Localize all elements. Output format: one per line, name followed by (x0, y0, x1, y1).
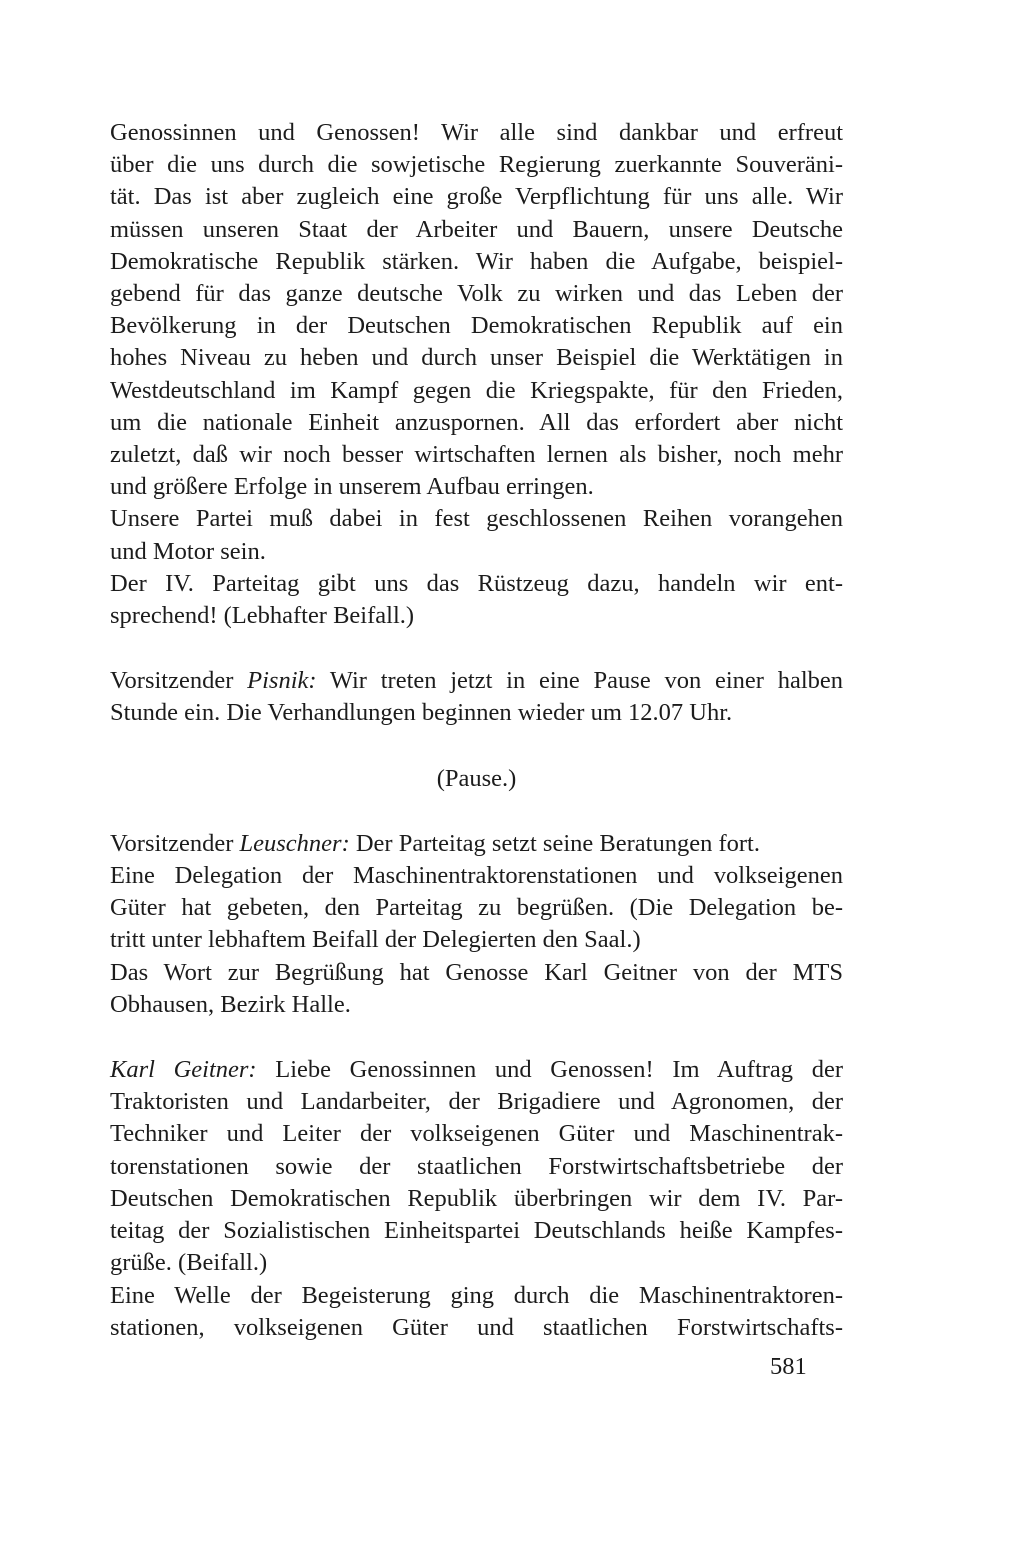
text-line: und größere Erfolge in unserem Aufbau erringen. (110, 473, 594, 501)
text-line (110, 665, 843, 697)
text-line: zuletzt, daß wir noch besser wirtschaften lernen als bisher, noch mehr (110, 441, 843, 469)
text-line: um die nationale Einheit anzuspornen. All das erfordert aber nicht (110, 408, 843, 436)
spacer (110, 1021, 843, 1054)
text-line: Eine Welle der Begeisterung ging durch die Maschinentraktoren- (110, 1281, 843, 1309)
text-line: teitag der Sozialistischen Einheitspartei Deutschlands heiße Kampfes- (110, 1217, 843, 1245)
text-line: und Motor sein. (110, 537, 266, 565)
text-line: hohes Niveau zu heben und durch unser Beispiel die Werktätigen in (110, 344, 843, 372)
speaker-name: Karl Geitner: (110, 1056, 257, 1084)
spacer (110, 795, 843, 828)
speech-text: Der Parteitag setzt seine Beratungen fort. (349, 829, 760, 857)
speech-text: Wir treten jetzt in eine Pause von einer halben (316, 667, 844, 695)
paragraph-greeting-intro (110, 957, 843, 1021)
text-line: Der IV. Parteitag gibt uns das Rüstzeug dazu, handeln wir ent- (110, 569, 843, 597)
text-line (110, 1054, 843, 1086)
text-line: tritt unter lebhaftem Beifall der Delegierten den Saal.) (110, 926, 641, 954)
text-line: über die uns durch die sowjetische Regierung zuerkannte Souveräni- (110, 151, 843, 179)
speech-text: Liebe Genossinnen und Genossen! Im Auftrag der (256, 1056, 843, 1084)
page-number: 581 (770, 1353, 807, 1380)
text-line: Güter hat gebeten, den Parteitag zu begrüßen. (Die Delegation be- (110, 894, 843, 922)
paragraph-opening (110, 117, 843, 503)
text-line: müssen unseren Staat der Arbeiter und Bauern, unsere Deutsche (110, 215, 843, 243)
text-line: Obhausen, Bezirk Halle. (110, 990, 351, 1018)
text-line: Deutschen Demokratischen Republik überbringen wir dem IV. Par- (110, 1184, 843, 1212)
paragraph-chair-leuschner (110, 828, 843, 860)
text-line: Stunde ein. Die Verhandlungen beginnen wieder um 12.07 Uhr. (110, 699, 733, 727)
text-line: Bevölkerung in der Deutschen Demokratischen Republik auf ein (110, 312, 843, 340)
document-page (110, 117, 843, 1344)
spacer (110, 730, 843, 763)
speaker-name: Pisnik: (247, 667, 317, 695)
speaker-prefix: Vorsitzender (110, 667, 248, 695)
text-line: Eine Delegation der Maschinentraktorenstationen und volkseigenen (110, 862, 843, 890)
text-line: Demokratische Republik stärken. Wir haben die Aufgabe, beispiel- (110, 247, 843, 275)
paragraph-delegation (110, 860, 843, 957)
text-line: gebend für das ganze deutsche Volk zu wirken und das Leben der (110, 280, 843, 308)
speaker-name: Leuschner: (239, 829, 350, 857)
paragraph-party (110, 503, 843, 567)
paragraph-geitner (110, 1054, 843, 1279)
text-line: Westdeutschland im Kampf gegen die Kriegspakte, für den Frieden, (110, 376, 843, 404)
text-line: torenstationen sowie der staatlichen Forstwirtschaftsbetriebe der (110, 1152, 843, 1180)
text-line: Das Wort zur Begrüßung hat Genosse Karl Geitner von der MTS (110, 958, 843, 986)
pause-note: (Pause.) (436, 764, 517, 792)
text-line: Unsere Partei muß dabei in fest geschlossenen Reihen vorangehen (110, 505, 843, 533)
text-line: grüße. (Beifall.) (110, 1249, 268, 1277)
text-line: tät. Das ist aber zugleich eine große Verpflichtung für uns alle. Wir (110, 183, 843, 211)
text-line: stationen, volkseigenen Güter und staatlichen Forstwirtschafts- (110, 1313, 843, 1341)
paragraph-parteitag (110, 568, 843, 632)
text-line (110, 828, 843, 860)
text-line: Traktoristen und Landarbeiter, der Brigadiere und Agronomen, der (110, 1088, 843, 1116)
text-line: Techniker und Leiter der volkseigenen Güter und Maschinentrak- (110, 1120, 843, 1148)
speaker-prefix: Vorsitzender (110, 829, 240, 857)
paragraph-chair-pisnik (110, 665, 843, 729)
paragraph-wave (110, 1280, 843, 1344)
spacer (110, 632, 843, 665)
text-line: Genossinnen und Genossen! Wir alle sind dankbar und erfreut (110, 119, 843, 146)
text-line: sprechend! (Lebhafter Beifall.) (110, 602, 415, 630)
